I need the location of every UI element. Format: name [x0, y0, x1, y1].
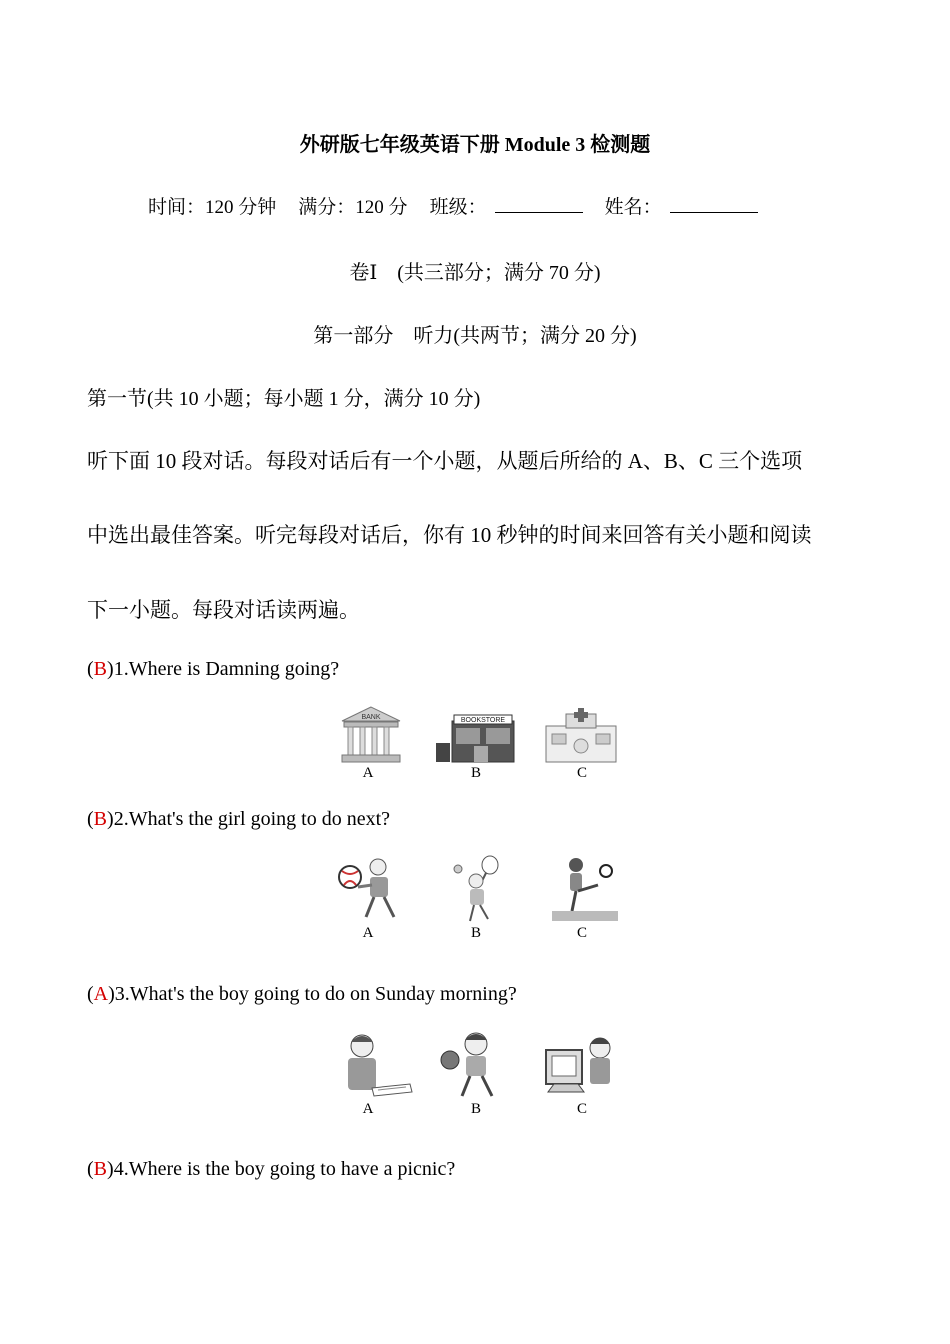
exam-info	[148, 192, 758, 219]
option-label: A	[362, 925, 374, 941]
tennis-girl-picture	[450, 855, 508, 923]
option-label: B	[470, 925, 481, 941]
answer-letter: B	[93, 658, 108, 680]
bank-sign: BANK	[361, 714, 381, 721]
name-blank[interactable]	[670, 194, 758, 213]
question-3: (A)3.What's the boy going to do on Sunday morning?	[87, 983, 517, 1005]
option-label: C	[576, 925, 587, 941]
answer-letter: B	[93, 1158, 108, 1180]
class-blank[interactable]	[495, 194, 583, 213]
soccer-girl-picture	[552, 855, 618, 923]
question-4: (B)4.Where is the boy going to have a picnic?	[87, 1158, 456, 1180]
instruction-line: 下一小题。每段对话读两遍。	[87, 598, 360, 622]
option-label: C	[576, 1101, 587, 1117]
basketball-boy-picture	[440, 1030, 506, 1100]
name-label: 姓名：	[604, 197, 662, 218]
computer-boy-picture	[544, 1030, 618, 1100]
option-label: B	[470, 1101, 481, 1117]
volume-heading: 卷Ⅰ (共三部分；满分 70 分)	[349, 262, 601, 284]
bookstore-picture	[436, 713, 516, 763]
option-label: A	[362, 1101, 374, 1117]
question-text: 1.Where is Damning going?	[113, 658, 340, 680]
score-label: 满分：	[298, 197, 356, 218]
class-label: 班级：	[429, 197, 487, 218]
bank-picture	[340, 705, 402, 763]
answer-letter: B	[93, 808, 108, 830]
question-text: 3.What's the boy going to do on Sunday morning?	[114, 983, 517, 1005]
question-text: 4.Where is the boy going to have a picnic?	[113, 1158, 456, 1180]
score-value: 120 分	[355, 197, 408, 218]
bookstore-sign: BOOKSTORE	[460, 717, 506, 724]
part-heading: 第一部分 听力(共两节；满分 20 分)	[313, 325, 637, 347]
time-label: 时间：	[148, 197, 206, 218]
option-label: C	[576, 765, 587, 781]
section-heading: 第一节(共 10 小题；每小题 1 分，满分 10 分)	[87, 388, 481, 410]
hospital-picture	[544, 708, 618, 763]
instruction-line: 中选出最佳答案。听完每段对话后，你有 10 秒钟的时间来回答有关小题和阅读	[87, 523, 812, 547]
answer-letter: A	[93, 983, 109, 1005]
question-2: (B)2.What's the girl going to do next?	[87, 808, 391, 830]
question-1: (B)1.Where is Damning going?	[87, 658, 340, 680]
time-value: 120 分钟	[205, 197, 277, 218]
option-label: B	[470, 765, 481, 781]
reading-boy-picture	[338, 1030, 414, 1100]
question-text: 2.What's the girl going to do next?	[113, 808, 391, 830]
volleyball-girl-picture	[336, 855, 410, 923]
instruction-line: 听下面 10 段对话。每段对话后有一个小题，从题后所给的 A、B、C 三个选项	[87, 449, 803, 473]
option-label: A	[362, 765, 374, 781]
page-title: 外研版七年级英语下册 Module 3 检测题	[299, 134, 651, 156]
